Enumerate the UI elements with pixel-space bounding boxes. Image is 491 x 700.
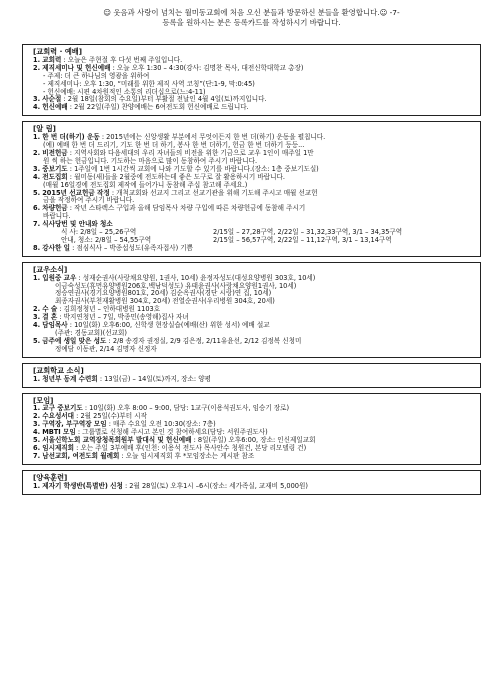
item-text: : 2월 25일(수)부터 시작 bbox=[74, 412, 147, 421]
continuation-line: 바랍니다. bbox=[43, 212, 71, 221]
item-text: : 지역사회와 다음세대의 우리 자녀들의 비전을 위한 기금으로 교우 1인이 매주일 1만 bbox=[67, 148, 314, 157]
continuation-line: 정승연권사(경기요양병원801호, 20세) 김순옥권사(경단 시랑)연 집, 10세) bbox=[55, 289, 272, 298]
item-text: : 김희정청년 – 인하대병원 1103호 bbox=[57, 305, 161, 314]
item-text: : 1주일에 1번 1시간씩 교회에 나와 기도할 수 있기를 바랍니다.(장소: 1층 중보기도실) bbox=[67, 164, 319, 173]
item-number: 2. bbox=[33, 412, 41, 421]
item-number: 1. bbox=[33, 404, 41, 413]
item-number: 7. bbox=[33, 451, 41, 460]
schedule-cell: 식 사: 2/8일 – 25,26구역 bbox=[61, 228, 137, 237]
section-intro bbox=[22, 44, 481, 116]
item-text: : 월미동(새)들을 2월중에 전도하는데 좋은 도구로 잘 활용하시기 바랍니다. bbox=[67, 172, 285, 181]
section-title: [양육훈련] bbox=[33, 472, 68, 482]
item-number: 1. bbox=[33, 374, 41, 383]
notice-item bbox=[33, 205, 474, 213]
continuation-line: 이금숙성도(휴먼유양병원206호,백남덕성도) 유태윤권사(사랑채요양원1권사, 10세) bbox=[55, 281, 297, 290]
item-number: 2. bbox=[33, 305, 41, 314]
item-text: : 개척교회와 선교지 그리고 선교기관을 위해 기도해 주시고 매월 선교헌 bbox=[109, 188, 318, 197]
notice-item bbox=[33, 453, 474, 461]
continuation-line: 금을 작정하여 주시기 바랍니다. bbox=[43, 196, 135, 205]
item-text: : 2월 28일(토) 오후1시 –6시(장소: 세가족실, 교재비 5,000원) bbox=[122, 481, 308, 490]
item-label: 서울신학노회 교역장청목회원부 발대식 및 헌신예배 bbox=[42, 436, 192, 445]
item-number: 5. bbox=[33, 336, 41, 345]
notice-item bbox=[33, 376, 474, 384]
section-title: [알 림] bbox=[33, 124, 56, 134]
continuation-line: (매월 16일경에 전도집회 제작에 들어가니 동참해 주십 참고해 주세요.) bbox=[43, 180, 248, 189]
item-number: 2. bbox=[33, 148, 41, 157]
notice-item bbox=[33, 104, 474, 112]
item-label: 비전헌금 bbox=[42, 148, 68, 157]
item-number: 3. bbox=[33, 164, 41, 173]
item-label: 제직세미나 및 헌신예배 bbox=[42, 63, 111, 72]
item-number: 1. bbox=[33, 133, 41, 142]
item-label: 강사한 일 bbox=[42, 243, 70, 252]
item-text: : 2월 22일(주일) 찬양예배는 6여전도회 헌신예배로 드립니다. bbox=[67, 103, 249, 112]
item-label: 구역장, 부구역장 모임 bbox=[42, 420, 107, 429]
item-label: 교회력 bbox=[42, 55, 62, 64]
item-label: MBTI 모임 bbox=[42, 428, 76, 437]
item-number: 4. bbox=[33, 103, 41, 112]
schedule-cell: 2/15일 – 56,57구역, 2/22일 – 11,12구역, 3/1 – 13,14구역 bbox=[213, 235, 392, 244]
item-number: 1. bbox=[33, 481, 41, 490]
sub-item: - 제직세미나: 오후 1:30, “미래를 위한 제직 사역 코칭”(단:1-9, 막:0:45) bbox=[43, 79, 255, 88]
item-number: 1. bbox=[33, 55, 41, 64]
item-label: 사순절 bbox=[42, 95, 62, 104]
item-text: : 점심식사 – 박종섭성도(유족자접사) 기쁨 bbox=[69, 243, 194, 252]
item-number: 1. bbox=[33, 273, 41, 282]
item-text: : 오는 주일 3부예배 후(인천: 이용석 전도사 목사안수 청원건, 본당 리모델링 건) bbox=[74, 443, 307, 452]
item-label: 임시제직회 bbox=[42, 443, 75, 452]
sub-item: - 주제: 더 큰 하나님의 영광을 위하여 bbox=[43, 71, 150, 80]
section-title: [교회학교 소식] bbox=[33, 365, 84, 375]
header-line-2: 등록을 원하시는 분은 등록카드를 작성하시기 바랍니다. bbox=[162, 18, 341, 27]
page-header bbox=[22, 8, 481, 28]
continuation-line: 정예담 이동관, 2/14 김명자 신정자 bbox=[55, 344, 157, 353]
item-number: 5. bbox=[33, 436, 41, 445]
schedule-cell: 안내, 청소: 2/8일 – 54,55구역 bbox=[61, 235, 152, 244]
item-text: : 오늘 오후 1:30 – 4:30(강사: 김명찬 목사, 대전신학대학교 총장) bbox=[110, 63, 304, 72]
item-number: 3. bbox=[33, 420, 41, 429]
item-label: 수 술 bbox=[42, 305, 58, 314]
item-number: 4. bbox=[33, 172, 41, 181]
item-number: 4. bbox=[33, 321, 41, 330]
item-label: 입원중 교우 bbox=[42, 273, 77, 282]
sections-container bbox=[22, 44, 481, 495]
notice-item bbox=[33, 245, 474, 253]
section-youth bbox=[22, 363, 481, 388]
item-label: 금주에 생일 맞은 성도 bbox=[42, 336, 107, 345]
item-label: 2015년 선교헌금 작정 bbox=[42, 188, 110, 197]
item-label: 남선교회, 여전도회 월례회 bbox=[42, 451, 120, 460]
item-text: : 매주 수요일 오전 10:30(장소: 7층) bbox=[106, 420, 216, 429]
section-guide bbox=[22, 121, 481, 257]
sub-item: - 헌신예배: 시편 4차원적인 소통의 리더십으로(느:4-11) bbox=[43, 87, 206, 96]
item-text: : 8일(주일) 오후6:00, 장소: 인신제일교회 bbox=[191, 436, 316, 445]
section-title: [교우소식] bbox=[33, 264, 68, 274]
item-label: 식사당번 및 안내와 청소 bbox=[42, 220, 113, 229]
item-number: 5. bbox=[33, 188, 41, 197]
section-news bbox=[22, 262, 481, 358]
section-meetings bbox=[22, 393, 481, 465]
item-label: 청년부 동계 수련회 bbox=[42, 374, 98, 383]
item-label: 결 혼 bbox=[42, 313, 58, 322]
notice-item bbox=[33, 483, 474, 491]
item-text: : 10일(화) 오후6:00, 신학생 현장실습(예배(산) 위한 성서) 예배 설교 bbox=[67, 321, 270, 330]
item-number: 6. bbox=[33, 204, 41, 213]
item-text: : 작년 스타렉스 구입과 올해 담임목사 차량 구입에 따른 차량헌금에 동참해 주시기 bbox=[67, 204, 306, 213]
item-number: 6. bbox=[33, 443, 41, 452]
item-text: : 오늘 임시제직회 후 *모임장소는 게시판 참조 bbox=[119, 451, 255, 460]
item-label: 중보기도 bbox=[42, 164, 68, 173]
item-text: : 10일(화) 오후 8:00 – 9:00, 담당: 1교구(이용석권도사, 임승기 장로) bbox=[82, 404, 290, 413]
item-label: 헌신예배 bbox=[42, 103, 68, 112]
item-number: 8. bbox=[33, 243, 41, 252]
item-text: : 그룹별로 신청해 주시고 본인 것 참여하세요(담당: 서원주권도사) bbox=[75, 428, 268, 437]
item-label: 교구 중보기도 bbox=[42, 404, 83, 413]
item-number: 7. bbox=[33, 220, 41, 229]
continuation-line: (주관: 경동교회)(선교회) bbox=[55, 329, 127, 337]
item-label: 제자기 학생반(특별반) 신청 bbox=[42, 481, 123, 490]
item-text: : 2월 18일(참회의 수요일)부터 부활절 전날인 4월 4일(토)까지입니다. bbox=[61, 95, 267, 104]
continuation-line: 최종자권사(부천재활병원 304호, 20세) 전열순권사(우리병원 304호, 20세) bbox=[55, 297, 275, 306]
continuation-line: 원 씩 하는 헌금입니다. 기도하는 마음으로 많이 동참하여 주시기 바랍니다. bbox=[43, 156, 258, 165]
item-number: 3. bbox=[33, 313, 41, 322]
header-line-1: ☺ 웃음과 사랑이 넘치는 월미동교회에 처음 오신 분들과 방문하신 분들을 환영합니다.☺ -7- bbox=[103, 8, 400, 17]
item-text: : 2015년에는 신앙생활 부분에서 무엇이든지 한 번 더(하기) 운동을 펼칩니다. bbox=[99, 133, 326, 142]
continuation-line: (예) 예배 한 번 더 드리기, 기도 한 번 더 하기, 봉사 한 번 더하기, 헌금 한 번 더하기 등등... bbox=[43, 141, 305, 150]
item-number: 3. bbox=[33, 95, 41, 104]
item-text: : 오늘은 주현절 후 다섯 번째 주일입니다. bbox=[61, 55, 183, 64]
item-label: 한 번 더(하기) 운동 bbox=[42, 133, 100, 142]
item-number: 4. bbox=[33, 428, 41, 437]
section-edu bbox=[22, 470, 481, 495]
item-text: : 2/8 송경자 권정실, 2/9 김은정, 2/11유윤선, 2/12 김정복 신청미 bbox=[106, 336, 302, 345]
item-label: 전도집회 bbox=[42, 172, 68, 181]
item-label: 차량헌금 bbox=[42, 204, 68, 213]
item-text: : 성재순권사(사랑채요양원, 1권사, 10세) 윤정자성도(대성요양병원 303호, 10세) bbox=[76, 273, 316, 282]
item-label: 담임목사 bbox=[42, 321, 68, 330]
schedule-cell: 2/15일 – 27,28구역, 2/22일 – 31,32,33구역, 3/1 – 34,35구역 bbox=[213, 228, 403, 237]
item-label: 수요성서대 bbox=[42, 412, 75, 421]
section-title: [모임] bbox=[33, 395, 54, 405]
item-text: : 박지연청년 – 7일, 박종민(송영해)집사 자녀 bbox=[57, 313, 189, 322]
section-title: [교회력 · 예배] bbox=[33, 47, 83, 56]
item-number: 2. bbox=[33, 63, 41, 72]
item-text: : 13일(금) – 14일(토)까지, 장소: 양평 bbox=[97, 374, 211, 383]
